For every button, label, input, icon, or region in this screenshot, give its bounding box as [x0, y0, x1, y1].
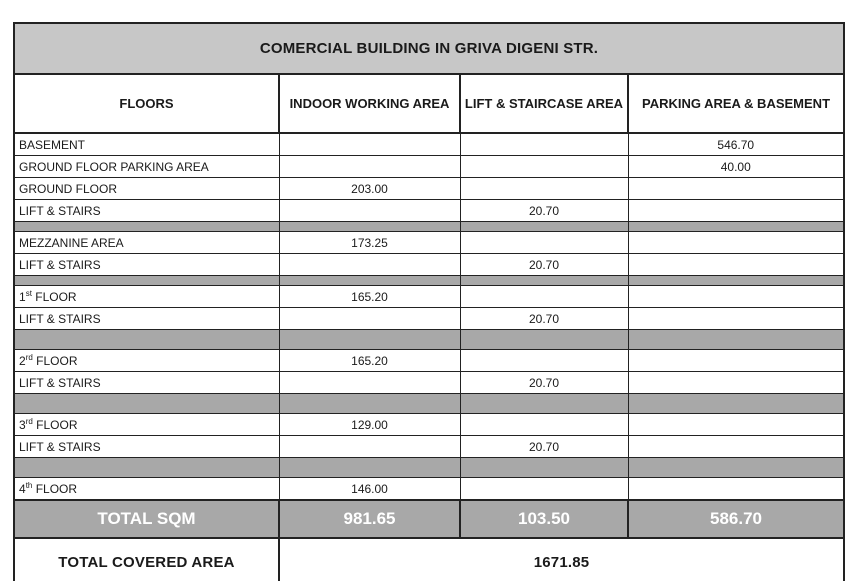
building-area-table	[13, 22, 845, 581]
column-header-parking-area-basement: PARKING AREA & BASEMENT	[628, 74, 844, 133]
indoor-value-cell	[279, 308, 460, 330]
parking-value-cell: 40.00	[628, 156, 844, 178]
parking-value-cell	[628, 308, 844, 330]
floor-label-cell: 2rd FLOOR	[14, 350, 279, 372]
floor-label-cell: GROUND FLOOR PARKING AREA	[14, 156, 279, 178]
table-row	[14, 232, 844, 254]
separator-cell	[14, 222, 279, 232]
indoor-value-cell	[279, 156, 460, 178]
lift-value-cell: 20.70	[460, 436, 628, 458]
lift-value-cell: 20.70	[460, 308, 628, 330]
separator-cell	[460, 276, 628, 286]
floor-label-cell: LIFT & STAIRS	[14, 372, 279, 394]
indoor-value-cell: 165.20	[279, 350, 460, 372]
indoor-value-cell	[279, 436, 460, 458]
table-row	[14, 478, 844, 501]
total-covered-area-row	[14, 538, 844, 581]
separator-row	[14, 276, 844, 286]
parking-value-cell	[628, 436, 844, 458]
indoor-value-cell: 129.00	[279, 414, 460, 436]
separator-cell	[460, 458, 628, 478]
total-covered-area-value-cell: 1671.85	[279, 538, 844, 581]
separator-cell	[279, 458, 460, 478]
parking-value-cell	[628, 200, 844, 222]
lift-value-cell: 20.70	[460, 200, 628, 222]
lift-value-cell: 20.70	[460, 254, 628, 276]
indoor-value-cell: 146.00	[279, 478, 460, 501]
separator-cell	[460, 330, 628, 350]
total-indoor-value-cell: 981.65	[279, 500, 460, 538]
table-row	[14, 254, 844, 276]
separator-cell	[628, 394, 844, 414]
lift-value-cell	[460, 414, 628, 436]
floor-label-cell: 3rd FLOOR	[14, 414, 279, 436]
indoor-value-cell: 203.00	[279, 178, 460, 200]
total-sqm-row	[14, 500, 844, 538]
column-header-floors: FLOORS	[14, 74, 279, 133]
indoor-value-cell: 165.20	[279, 286, 460, 308]
indoor-value-cell	[279, 133, 460, 156]
separator-cell	[14, 458, 279, 478]
table-row	[14, 156, 844, 178]
lift-value-cell	[460, 286, 628, 308]
separator-row	[14, 330, 844, 350]
separator-cell	[460, 222, 628, 232]
column-header-indoor-working-area: INDOOR WORKING AREA	[279, 74, 460, 133]
separator-cell	[14, 276, 279, 286]
parking-value-cell	[628, 254, 844, 276]
floor-label-cell: 4th FLOOR	[14, 478, 279, 501]
separator-cell	[628, 276, 844, 286]
lift-value-cell	[460, 232, 628, 254]
floor-label-cell: GROUND FLOOR	[14, 178, 279, 200]
indoor-value-cell	[279, 372, 460, 394]
separator-cell	[460, 394, 628, 414]
floor-label-cell: LIFT & STAIRS	[14, 254, 279, 276]
lift-value-cell	[460, 133, 628, 156]
page-title: COMERCIAL BUILDING IN GRIVA DIGENI STR.	[14, 23, 844, 74]
total-sqm-label-cell: TOTAL SQM	[14, 500, 279, 538]
table-row	[14, 436, 844, 458]
column-header-lift-staircase-area: LIFT & STAIRCASE AREA	[460, 74, 628, 133]
lift-value-cell: 20.70	[460, 372, 628, 394]
floors-table-body	[14, 133, 844, 500]
separator-cell	[628, 330, 844, 350]
lift-value-cell	[460, 156, 628, 178]
table-row	[14, 350, 844, 372]
floor-label-cell: LIFT & STAIRS	[14, 200, 279, 222]
lift-value-cell	[460, 350, 628, 372]
separator-row	[14, 394, 844, 414]
lift-value-cell	[460, 478, 628, 501]
parking-value-cell	[628, 232, 844, 254]
separator-cell	[14, 394, 279, 414]
total-lift-value-cell: 103.50	[460, 500, 628, 538]
separator-cell	[628, 458, 844, 478]
floor-label-cell: LIFT & STAIRS	[14, 308, 279, 330]
separator-row	[14, 458, 844, 478]
separator-cell	[628, 222, 844, 232]
separator-cell	[279, 222, 460, 232]
table-row	[14, 178, 844, 200]
indoor-value-cell	[279, 200, 460, 222]
table-title-row	[14, 23, 844, 74]
parking-value-cell	[628, 178, 844, 200]
table-row	[14, 308, 844, 330]
column-header-row	[14, 74, 844, 133]
separator-cell	[14, 330, 279, 350]
parking-value-cell: 546.70	[628, 133, 844, 156]
lift-value-cell	[460, 178, 628, 200]
parking-value-cell	[628, 478, 844, 501]
indoor-value-cell: 173.25	[279, 232, 460, 254]
parking-value-cell	[628, 350, 844, 372]
total-covered-area-label-cell: TOTAL COVERED AREA	[14, 538, 279, 581]
parking-value-cell	[628, 414, 844, 436]
floor-label-cell: MEZZANINE AREA	[14, 232, 279, 254]
parking-value-cell	[628, 372, 844, 394]
separator-row	[14, 222, 844, 232]
table-row	[14, 372, 844, 394]
separator-cell	[279, 394, 460, 414]
floor-label-cell: LIFT & STAIRS	[14, 436, 279, 458]
floor-label-cell: BASEMENT	[14, 133, 279, 156]
table-row	[14, 286, 844, 308]
total-parking-value-cell: 586.70	[628, 500, 844, 538]
separator-cell	[279, 330, 460, 350]
table-row	[14, 414, 844, 436]
floor-label-cell: 1st FLOOR	[14, 286, 279, 308]
table-row	[14, 200, 844, 222]
parking-value-cell	[628, 286, 844, 308]
separator-cell	[279, 276, 460, 286]
indoor-value-cell	[279, 254, 460, 276]
table-row	[14, 133, 844, 156]
